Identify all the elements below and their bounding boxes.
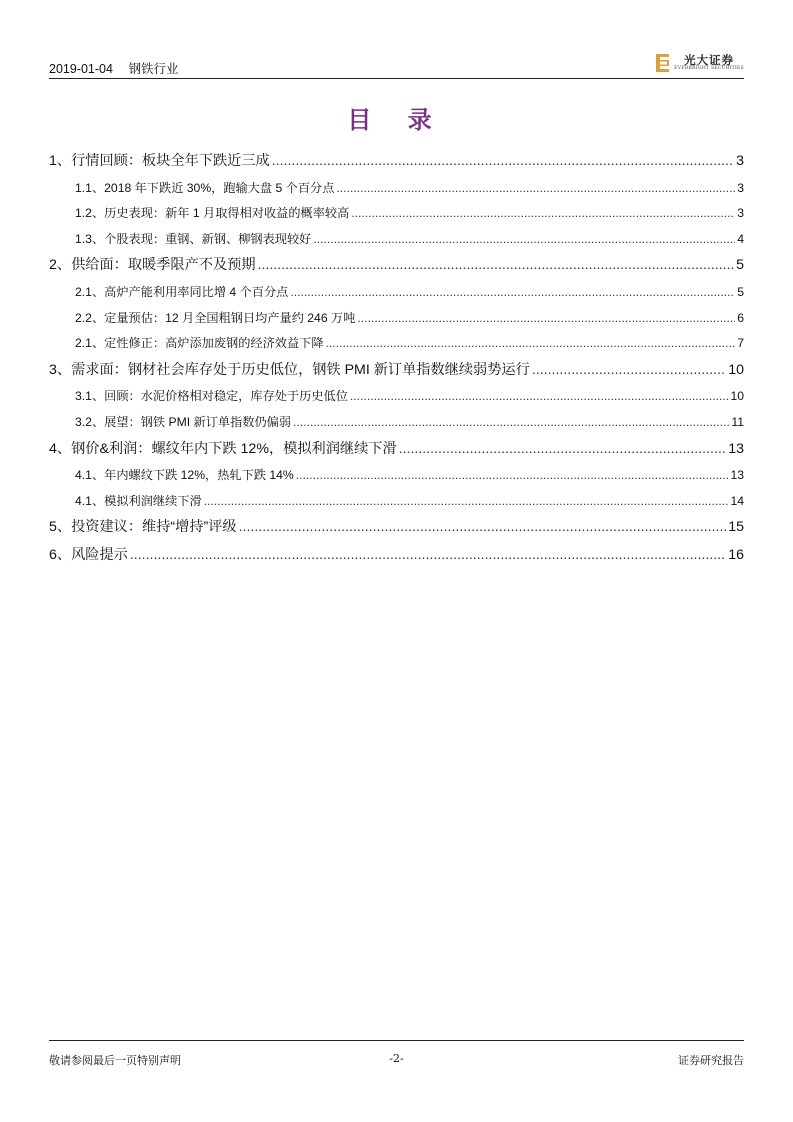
report-type: 证券研究报告 xyxy=(678,1054,744,1067)
toc-entry-page: 10 xyxy=(728,361,744,378)
toc-entry-number: 3.1、 xyxy=(75,389,105,404)
toc-entry-title: 2018 年下跌近 30%，跑输大盘 5 个百分点 xyxy=(104,180,335,195)
disclaimer-note: 敬请参阅最后一页特别声明 xyxy=(49,1054,181,1067)
page-footer xyxy=(49,1040,744,1065)
toc-entry[interactable] xyxy=(49,514,744,542)
toc-entry-title: 行情回顾：板块全年下跌近三成 xyxy=(71,153,270,169)
toc-leader-dots xyxy=(326,331,736,357)
toc-entry-page: 16 xyxy=(728,546,744,563)
toc-entry-title: 历史表现：新年 1 月取得相对收益的概率较高 xyxy=(104,206,350,221)
toc-entry-number: 2.2、 xyxy=(75,310,105,325)
toc-entry[interactable] xyxy=(49,227,744,253)
toc-entry-number: 3、 xyxy=(49,361,72,378)
table-of-contents xyxy=(49,148,744,570)
toc-leader-dots xyxy=(293,410,729,436)
toc-entry-number: 3.2、 xyxy=(75,414,105,429)
toc-entry-page: 5 xyxy=(736,257,744,274)
toc-entry-number: 2.1、 xyxy=(75,336,105,351)
toc-entry[interactable] xyxy=(49,489,744,515)
toc-entry-page: 3 xyxy=(736,153,744,169)
toc-entry-title: 高炉产能利用率同比增 4 个百分点 xyxy=(104,284,289,299)
toc-entry-number: 1.2、 xyxy=(75,206,105,221)
toc-leader-dots xyxy=(296,463,729,489)
toc-entry[interactable] xyxy=(49,436,744,464)
toc-entry[interactable] xyxy=(49,384,744,410)
toc-entry-page: 7 xyxy=(737,336,744,351)
toc-entry-title: 供给面：取暖季限产不及预期 xyxy=(71,257,256,274)
toc-entry-title: 年内螺纹下跌 12%，热轧下跌 14% xyxy=(104,468,294,483)
toc-entry-title: 钢价&利润：螺纹年内下跌 12%，模拟利润继续下滑 xyxy=(71,440,397,457)
industry-name: 钢铁行业 xyxy=(128,62,179,76)
header-info xyxy=(49,59,190,77)
page-header xyxy=(49,52,744,79)
toc-entry-page: 6 xyxy=(737,310,744,325)
toc-entry[interactable] xyxy=(49,542,744,570)
toc-entry-number: 1.1、 xyxy=(75,180,105,195)
toc-leader-dots xyxy=(350,384,729,410)
toc-entry[interactable] xyxy=(49,331,744,357)
toc-entry-title: 定性修正：高炉添加废钢的经济效益下降 xyxy=(104,336,324,351)
toc-entry-number: 4.1、 xyxy=(75,493,105,508)
toc-entry-page: 13 xyxy=(730,468,744,483)
toc-entry-number: 1、 xyxy=(49,153,72,169)
toc-leader-dots xyxy=(336,176,735,202)
toc-entry[interactable] xyxy=(49,148,744,176)
page-title: 目 录 xyxy=(347,105,446,134)
company-logo xyxy=(655,52,744,74)
toc-entry-title: 模拟利润继续下滑 xyxy=(104,493,202,508)
toc-entry-number: 4、 xyxy=(49,440,72,457)
toc-entry[interactable] xyxy=(49,252,744,280)
toc-entry-page: 3 xyxy=(737,180,744,195)
toc-entry-number: 6、 xyxy=(49,546,72,563)
toc-entry-title: 投资建议：维持“增持”评级 xyxy=(71,519,237,536)
toc-leader-dots xyxy=(130,542,726,570)
toc-entry-number: 5、 xyxy=(49,519,72,536)
toc-entry-number: 1.3、 xyxy=(75,231,105,246)
toc-entry-title: 需求面：钢材社会库存处于历史低位，钢铁 PMI 新订单指数继续弱势运行 xyxy=(71,361,530,378)
toc-entry-title: 展望：钢铁 PMI 新订单指数仍偏弱 xyxy=(104,414,292,429)
toc-entry-page: 5 xyxy=(737,284,744,299)
toc-entry-page: 14 xyxy=(730,493,744,508)
toc-leader-dots xyxy=(357,306,735,332)
toc-entry[interactable] xyxy=(49,410,744,436)
toc-entry[interactable] xyxy=(49,201,744,227)
toc-entry-title: 风险提示 xyxy=(71,546,128,563)
toc-entry-number: 2.1、 xyxy=(75,284,105,299)
toc-entry-page: 11 xyxy=(731,414,744,429)
toc-entry-title: 回顾：水泥价格相对稳定，库存处于历史低位 xyxy=(104,389,348,404)
toc-leader-dots xyxy=(204,489,729,515)
toc-entry-page: 15 xyxy=(728,519,744,536)
toc-entry-number: 4.1、 xyxy=(75,468,105,483)
toc-leader-dots xyxy=(239,514,727,542)
toc-entry[interactable] xyxy=(49,463,744,489)
toc-leader-dots xyxy=(351,201,735,227)
toc-leader-dots xyxy=(290,280,735,306)
toc-leader-dots xyxy=(532,357,726,385)
page-number: -2- xyxy=(389,1052,404,1065)
toc-entry-number: 2、 xyxy=(49,257,72,274)
toc-leader-dots xyxy=(272,148,734,176)
toc-leader-dots xyxy=(258,252,735,280)
toc-entry[interactable] xyxy=(49,306,744,332)
toc-entry-page: 13 xyxy=(728,440,744,457)
toc-entry-page: 4 xyxy=(737,231,744,246)
toc-leader-dots xyxy=(399,436,727,464)
toc-entry[interactable] xyxy=(49,357,744,385)
logo-en-text: EVERBRIGHT SECURITIES xyxy=(674,66,744,71)
everbright-logo-icon xyxy=(655,53,670,73)
toc-entry-title: 定量预估：12 月全国粗钢日均产量约 246 万吨 xyxy=(104,310,356,325)
toc-entry[interactable] xyxy=(49,176,744,202)
toc-entry-page: 3 xyxy=(737,206,744,221)
toc-entry-title: 个股表现：重钢、新钢、柳钢表现较好 xyxy=(104,231,312,246)
toc-entry-page: 10 xyxy=(730,389,744,404)
toc-entry[interactable] xyxy=(49,280,744,306)
report-date: 2019-01-04 xyxy=(49,62,113,76)
logo-cn-text: 光大证券 xyxy=(684,53,735,67)
toc-leader-dots xyxy=(313,227,735,253)
